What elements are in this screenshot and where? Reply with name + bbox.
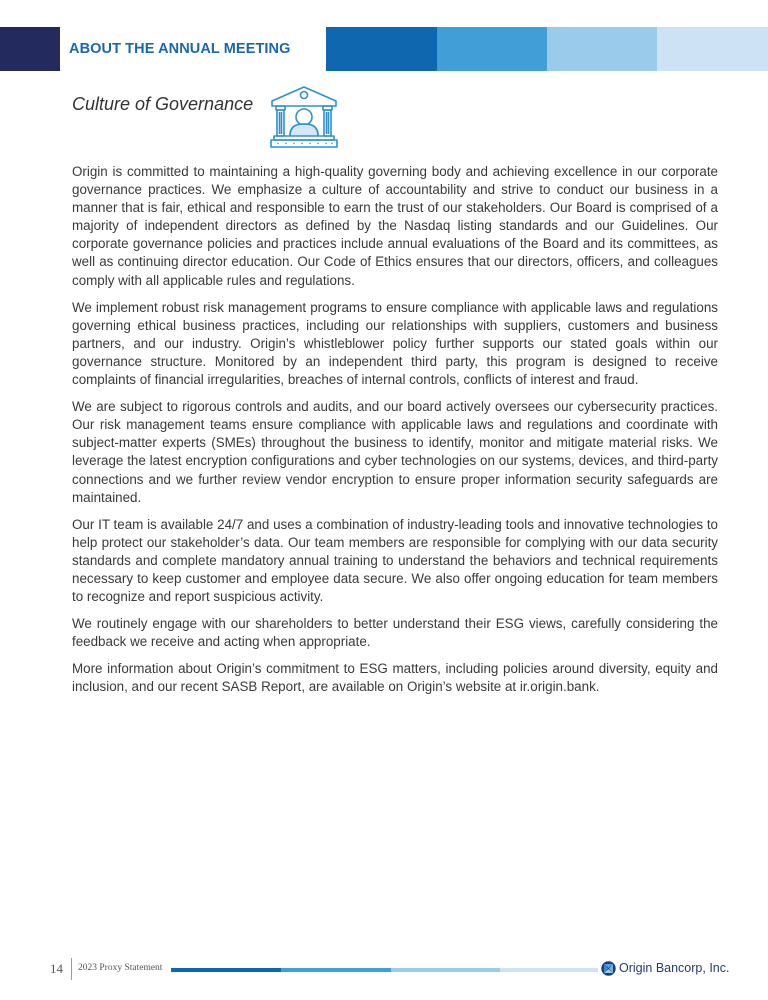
section-title: Culture of Governance (72, 94, 254, 114)
document-name: 2023 Proxy Statement (78, 963, 163, 973)
page-header (0, 27, 768, 71)
footer-bar-segment-3 (391, 968, 500, 972)
footer-divider (71, 958, 72, 980)
header-color-block-1 (326, 27, 437, 71)
header-color-block-3 (547, 27, 657, 71)
paragraph-risk-management: We implement robust risk management programs to ensure compliance with applicable laws and regulations governing ethical business practices, including our relationships with suppliers, customers and business partners, and our industry. Origin’s whistleblower policy further supports our stated goals within our governance structure. Monitored by an independent third party, this program is designed to receive complaints of financial irregularities, breaches of internal controls, conflicts of interest and fraud. (72, 299, 718, 388)
header-navy-block (0, 27, 60, 71)
governance-building-person-icon (266, 84, 342, 150)
paragraph-governance-overview: Origin is committed to maintaining a high-quality governing body and achieving excellence in our corporate governance practices. We emphasize a culture of accountability and strive to conduct our business in a manner that is fair, ethical and responsible to earn the trust of our stakeholders. Our Board is comprised of a majority of independent directors as defined by the Nasdaq listing standards and our Guidelines. Our corporate governance policies and practices include annual evaluations of the Board and its committees, as well as continuing director education. Our Code of Ethics ensures that our directors, officers, and colleagues comply with all applicable rules and regulations. (72, 164, 718, 288)
paragraph-shareholder-engagement: We routinely engage with our shareholders to better understand their ESG views, carefully considering the feedback we receive and acting when appropriate. (72, 616, 718, 650)
paragraph-it-team: Our IT team is available 24/7 and uses a combination of industry-leading tools and innovative technologies to help protect our stakeholder’s data. Our team members are responsible for complying with our data security standards and complete mandatory annual training to understand the behaviors and technical requirements necessary to keep customer and employee data secure. We also offer ongoing education for team members to recognize and report suspicious activity. (72, 516, 718, 605)
footer-bar-segment-4 (500, 968, 598, 972)
paragraph-cybersecurity-oversight: We are subject to rigorous controls and audits, and our board actively oversees our cybersecurity practices. Our risk management teams ensure compliance with applicable laws and regulations and coordinate with subject-matter experts (SMEs) throughout the business to identify, monitor and mitigate material risks. We leverage the latest encryption configurations and cyber technologies on our systems, devices, and third-party connections and we further review vendor encryption to ensure proper information security safeguards are maintained. (72, 399, 718, 505)
header-title: ABOUT THE ANNUAL MEETING (69, 41, 291, 57)
paragraph-esg-information: More information about Origin’s commitment to ESG matters, including policies around diversity, equity and inclusion, and our recent SASB Report, are available on Origin’s website at ir.origin.bank. (72, 661, 718, 695)
body-text (72, 163, 718, 706)
page-number: 14 (50, 961, 63, 976)
page-footer (0, 958, 768, 982)
header-color-block-2 (437, 27, 547, 71)
origin-logo-icon (601, 961, 616, 976)
footer-bar-segment-1 (171, 968, 281, 972)
footer-bar-segment-2 (281, 968, 391, 972)
header-color-block-4 (657, 27, 768, 71)
company-name: Origin Bancorp, Inc. (619, 961, 730, 975)
